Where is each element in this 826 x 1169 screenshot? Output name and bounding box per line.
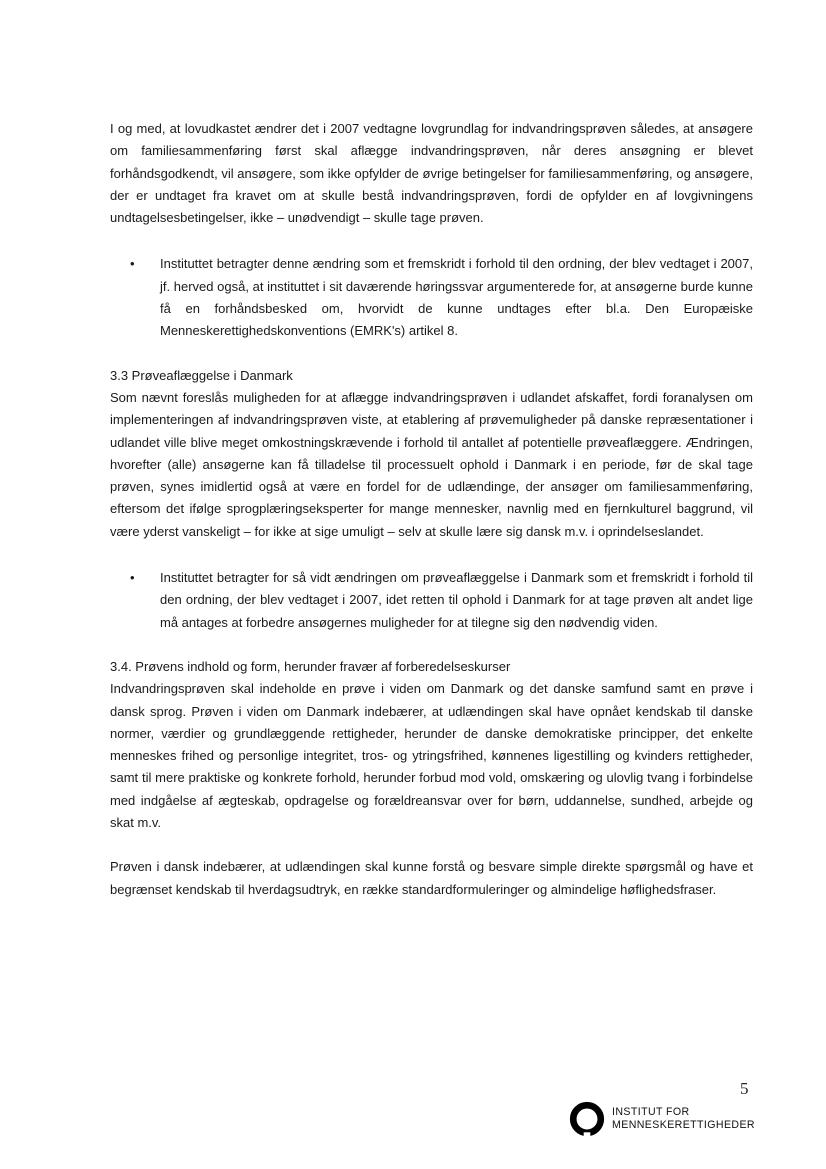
bullet-text: Instituttet betragter for så vidt ændringen om prøveaflæggelse i Danmark som et fremskridt i forhold til den ordning, der blev vedtaget i 2007, idet retten til ophold i Danmark for at tage prøven alt andet lige må antages at forbedre ansøgernes muligheder for at tilegne sig den nødvendig viden.: [160, 570, 753, 630]
section-3-3-paragraph: Som nævnt foreslås muligheden for at aflægge indvandringsprøven i udlandet afskaffet, fordi foranalysen om implementeringen af indvandringsprøven viste, at etablering af prøvemuligheder på danske repræsentationer i udlandet ville blive meget omkostningskrævende i forhold til antallet af potentielle prøveaflæggere. Ændringen, hvorefter (alle) ansøgerne kan få tilladelse til processuelt ophold i Danmark i en periode, før de skal tage prøven, synes imidlertid også at være en fordel for de udlændinge, der ansøger om familiesammenføring, eftersom det ifølge sprogplæringseksperter for mange mennesker, navnlig med en fjernkulturel baggrund, vil være yderst vanskeligt – for ikke at sige umuligt – selv at skulle lære sig dansk m.v. i oprindelseslandet.: [110, 389, 753, 539]
bullet-icon: •: [130, 256, 135, 272]
logo-ring-icon: [568, 1100, 606, 1138]
section-heading-3-4: 3.4. Prøvens indhold og form, herunder fravær af forberedelseskurser: [110, 658, 511, 674]
bullet-text: Instituttet betragter denne ændring som et fremskridt i forhold til den ordning, der blev vedtaget i 2007, jf. herved også, at instituttet i sit daværende høringssvar argumenterede for, at ansøgerne burde kunne få en forhåndsbesked om, hvorvidt de kunne undtages efter bl.a. Den Europæiske Menneskerettighedskonventions (EMRK's) artikel 8.: [160, 256, 753, 339]
document-body: [110, 118, 753, 901]
page-number: 5: [740, 1079, 749, 1098]
logo-line-2: MENNESKERETTIGHEDER: [612, 1119, 755, 1131]
institute-logo: [568, 1100, 755, 1138]
section-3-4-paragraph: Indvandringsprøven skal indeholde en prøve i viden om Danmark og det danske samfund samt en prøve i dansk sprog. Prøven i viden om Danmark indebærer, at udlændingen skal have opnået kendskab til danske normer, værdier og grundlæggende rettigheder, herunder de danske demokratiske principper, det enkelte menneskes frihed og personlige integritet, tros- og ytringsfrihed, kønnenes ligestilling og kvinders rettigheder, samt til mere praktiske og konkrete forhold, herunder forbud mod vold, omskæring og ulovlig tvang i forbindelse med indgåelse af ægteskab, opdragelse og forældreansvar over for børn, uddannelse, sundhed, arbejde og skat m.v.: [110, 681, 753, 831]
section-heading-3-3: 3.3 Prøveaflæggelse i Danmark: [110, 367, 293, 383]
bullet-icon: •: [130, 570, 135, 586]
danish-test-paragraph: Prøven i dansk indebærer, at udlændingen skal kunne forstå og besvare simple direkte spørgsmål og have et begrænset kendskab til hverdagsudtryk, en række standardformuleringer og almindelige høflighedsfraser.: [110, 859, 753, 897]
logo-line-1: INSTITUT FOR: [612, 1106, 690, 1118]
intro-paragraph: I og med, at lovudkastet ændrer det i 2007 vedtagne lovgrundlag for indvandringsprøven således, at ansøgere om familiesammenføring først skal aflægge indvandringsprøven, når deres ansøgning er blevet forhåndsgodkendt, vil ansøgere, som ikke opfylder de øvrige betingelser for familiesammenføring, og ansøgere, der er undtaget fra kravet om at skulle bestå indvandringsprøven, fordi de opfylder en af lovgivningens undtagelsesbetingelser, ikke – unødvendigt – skulle tage prøven.: [110, 121, 753, 226]
bullet-list-2: [110, 567, 753, 634]
list-item: [110, 253, 753, 342]
list-item: [110, 567, 753, 634]
bullet-list-1: [110, 253, 753, 342]
logo-text: [612, 1106, 755, 1132]
